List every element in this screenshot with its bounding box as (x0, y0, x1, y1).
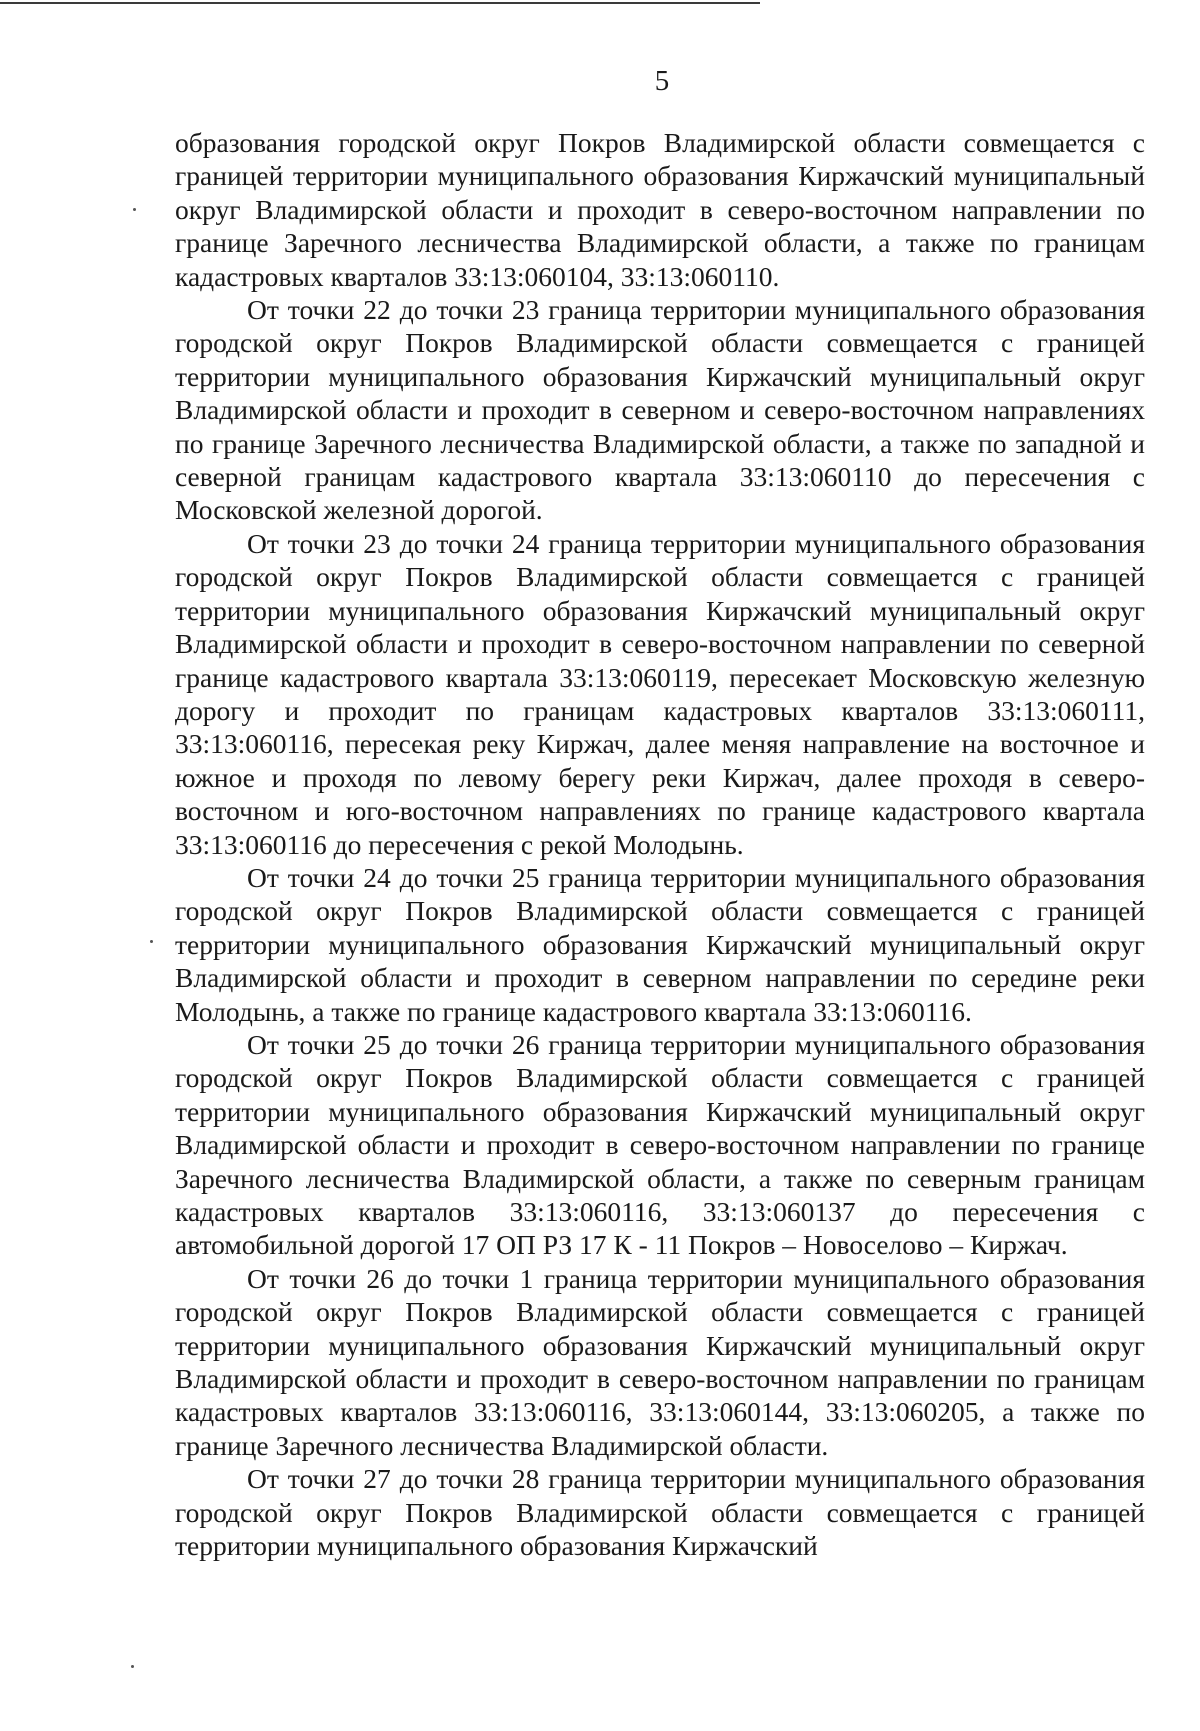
page-number: 5 (654, 65, 670, 97)
paragraph-continuation: образования городской округ Покров Владимирской области совмещается с границей территории муниципального образования Киржачский муниципальный округ Владимирской области и проходит в северо-восточном направлении по границе Заречного лесничества Владимирской области, а также по границам кадастровых кварталов 33:13:060104, 33:13:060110. (175, 127, 1145, 292)
paragraph-point-23-24: От точки 23 до точки 24 граница территории муниципального образования городской округ Покров Владимирской области совмещается с границей территории муниципального образования Киржачский муниципальный округ Владимирской области и проходит в северо-восточном направлении по северной границе кадастрового квартала 33:13:060119, пересекает Московскую железную дорогу и проходит по границам кадастровых кварталов 33:13:060111, 33:13:060116, пересекая реку Киржач, далее меняя направление на восточное и южное и проходя по левому берегу реки Киржач, далее проходя в северо-восточном и юго-восточном направлениях по границе кадастрового квартала 33:13:060116 до пересечения с рекой Молодынь. (175, 527, 1145, 860)
paragraph-point-22-23: От точки 22 до точки 23 граница территории муниципального образования городской округ Покров Владимирской области совмещается с границей территории муниципального образования Киржачский муниципальный округ Владимирской области и проходит в северном и северо-восточном направлениях по границе Заречного лесничества Владимирской области, а также по западной и северной границам кадастрового квартала 33:13:060110 до пересечения с Московской железной дорогой. (175, 294, 1145, 526)
scan-speck (133, 208, 136, 211)
paragraph-point-27-28: От точки 27 до точки 28 граница территории муниципального образования городской округ Покров Владимирской области совмещается с границей территории муниципального образования Киржачский (175, 1463, 1145, 1562)
top-scan-border (0, 2, 760, 4)
paragraph-point-24-25: От точки 24 до точки 25 граница территории муниципального образования городской округ Покров Владимирской области совмещается с границей территории муниципального образования Киржачский муниципальный округ Владимирской области и проходит в северном направлении по середине реки Молодынь, а также по границе кадастрового квартала 33:13:060116. (175, 861, 1145, 1027)
paragraph-point-25-26: От точки 25 до точки 26 граница территории муниципального образования городской округ Покров Владимирской области совмещается с границей территории муниципального образования Киржачский муниципальный округ Владимирской области и проходит в северо-восточном направлении по границе Заречного лесничества Владимирской области, а также по северным границам кадастровых кварталов 33:13:060116, 33:13:060137 до пересечения с автомобильной дорогой 17 ОП РЗ 17 К - 11 Покров – Новоселово – Киржач. (175, 1028, 1145, 1261)
document-body (175, 126, 1145, 1562)
scan-speck (131, 1665, 134, 1668)
scan-speck (150, 940, 153, 943)
paragraph-point-26-1: От точки 26 до точки 1 граница территории муниципального образования городской округ Покров Владимирской области совмещается с границей территории муниципального образования Киржачский муниципальный округ Владимирской области и проходит в северо-восточном направлении по границам кадастровых кварталов 33:13:060116, 33:13:060144, 33:13:060205, а также по границе Заречного лесничества Владимирской области. (175, 1262, 1145, 1461)
